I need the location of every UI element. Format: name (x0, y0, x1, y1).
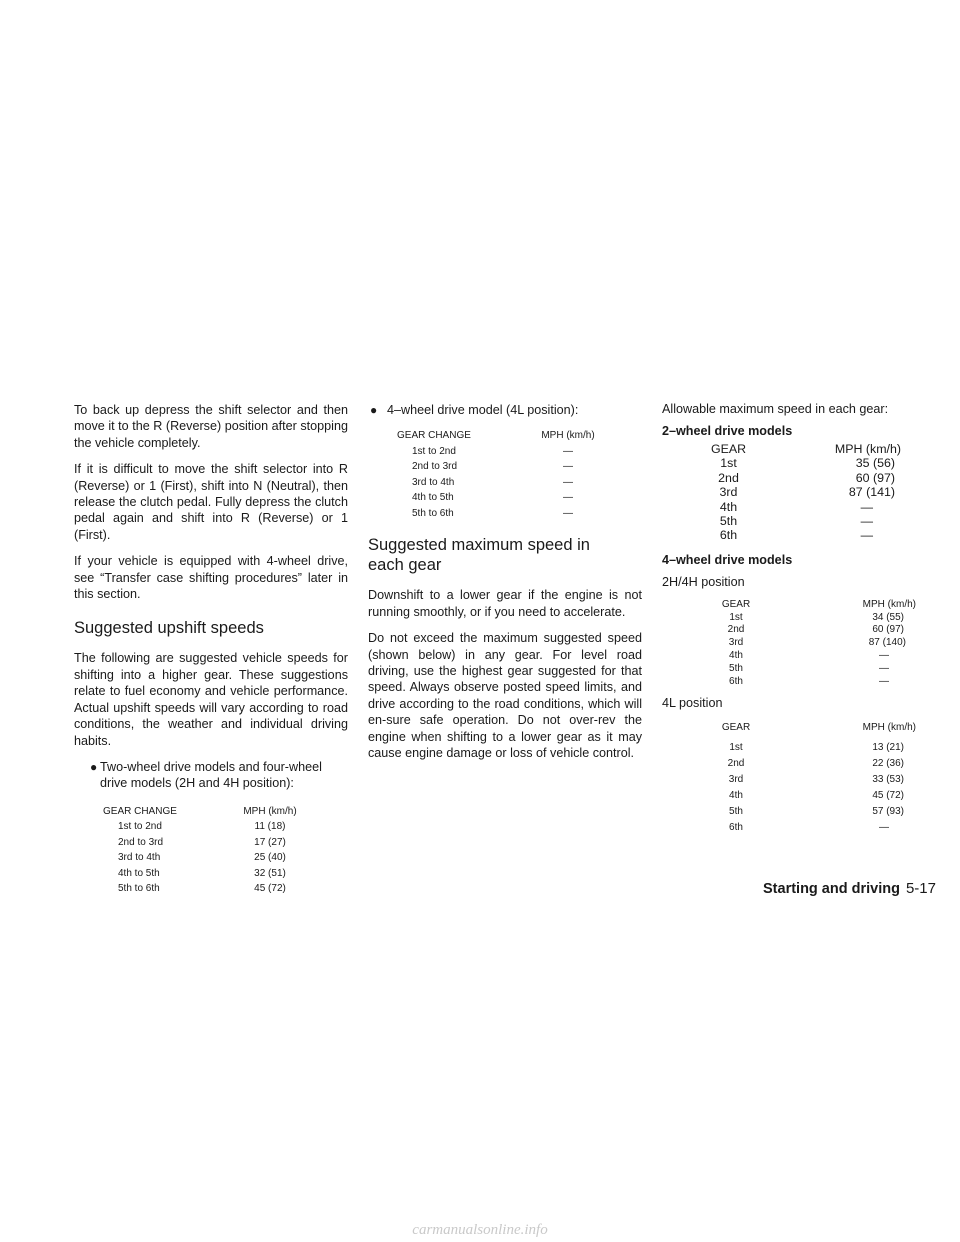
cell-speed: 57 (93) (872, 806, 904, 818)
cell-gear: 3rd to 4th (118, 852, 161, 864)
upshift-table-4l (397, 428, 601, 521)
cell-gear: 2nd (718, 470, 739, 485)
table-row (397, 506, 601, 522)
column-left (74, 402, 348, 897)
upshift-table-2h4h (103, 804, 305, 897)
footer-page-number: 5-17 (905, 880, 936, 897)
bullet-4l (370, 402, 642, 418)
cell-speed: 60 (97) (872, 624, 904, 636)
cell-gear: 6th (729, 675, 743, 687)
heading-max-speed: Suggested maximum speed in each gear (368, 536, 590, 575)
label-2h4h-position: 2H/4H position (662, 574, 745, 589)
table-header-row (706, 599, 916, 612)
table-row (706, 820, 916, 836)
table-row (686, 485, 901, 499)
cell-gear: 5th (729, 806, 743, 818)
table-row (103, 881, 305, 897)
header-mph: MPH (km/h) (834, 442, 901, 456)
cell-gear: 4th (719, 499, 738, 514)
cell-speed: 45 (72) (872, 790, 904, 802)
table-row (397, 490, 601, 506)
cell-speed: — (563, 476, 573, 488)
cell-speed: 32 (51) (254, 867, 286, 879)
cell-gear: 5th to 6th (412, 507, 454, 519)
cell-speed: 87 (141) (848, 485, 895, 500)
cell-gear: 4th to 5th (118, 867, 160, 879)
cell-gear: 1st (729, 611, 743, 623)
table-header-row (706, 720, 916, 736)
heading-upshift-speeds: Suggested upshift speeds (74, 619, 264, 638)
cell-speed: — (563, 507, 573, 519)
column-right (662, 402, 924, 836)
cell-gear: 6th (729, 822, 743, 834)
bullet-dot-icon: ● (90, 759, 98, 774)
paragraph-downshift: Downshift to a lower gear if the engine is not running smoothly, or if you need to accelerate. (368, 588, 642, 619)
table-row (706, 756, 916, 772)
cell-gear: 3rd (728, 637, 744, 649)
paragraph-reverse: To back up depress the shift selector and then move it to the R (Reverse) position after stopping the vehicle completely. (74, 403, 348, 450)
cell-speed: — (879, 822, 889, 834)
max-speed-table-4l (706, 720, 916, 836)
cell-gear: 2nd to 3rd (118, 836, 164, 848)
cell-speed: 11 (18) (254, 821, 286, 833)
cell-gear: 1st (729, 742, 743, 754)
table-row (686, 528, 901, 542)
table-header-row (686, 442, 901, 456)
cell-speed: — (860, 514, 873, 529)
table-row (706, 788, 916, 804)
heading-2wd-models: 2–wheel drive models (662, 424, 793, 438)
table-row (706, 804, 916, 820)
cell-speed: — (879, 675, 889, 687)
table-row (686, 514, 901, 528)
cell-speed: — (860, 499, 873, 514)
watermark: carmanualsonline.info (412, 1222, 548, 1238)
heading-4wd-models: 4–wheel drive models (662, 552, 793, 567)
cell-speed: — (860, 528, 873, 543)
cell-speed: — (563, 492, 573, 504)
cell-speed: — (879, 650, 889, 662)
cell-speed: 25 (40) (254, 852, 286, 864)
table-row (706, 650, 916, 663)
cell-gear: 2nd (727, 758, 745, 770)
cell-speed: 33 (53) (872, 774, 904, 786)
bullet-text: 4–wheel drive model (4L position): (387, 403, 579, 417)
table-row (686, 500, 901, 514)
table-row (397, 444, 601, 460)
table-row (706, 637, 916, 650)
cell-speed: 34 (55) (872, 611, 904, 623)
header-gear: GEAR (721, 722, 751, 734)
table-row (706, 772, 916, 788)
table-row (103, 866, 305, 882)
cell-speed: — (563, 445, 573, 457)
table-row (103, 835, 305, 851)
intro-max-speed: Allowable maximum speed in each gear: (662, 402, 889, 416)
page-footer (763, 880, 936, 897)
cell-gear: 2nd (727, 624, 745, 636)
cell-speed: — (879, 662, 889, 674)
header-mph: MPH (km/h) (541, 430, 595, 442)
column-middle (368, 402, 642, 771)
cell-speed: 17 (27) (254, 836, 286, 848)
table-row (706, 736, 916, 756)
cell-gear: 5th to 6th (118, 883, 160, 895)
table-row (706, 624, 916, 637)
header-gear-change: GEAR CHANGE (397, 430, 471, 442)
cell-gear: 6th (719, 528, 738, 543)
cell-speed: 35 (56) (855, 456, 895, 471)
cell-gear: 3rd to 4th (412, 476, 455, 488)
paragraph-difficult-shift: If it is difficult to move the shift selector into R (Reverse) or 1 (First), shift into N (Neutral), then release the clutch pedal. Fully depress the clutch pedal again and shift into R (Reverse) or 1 (First). (74, 462, 348, 542)
header-mph: MPH (km/h) (862, 722, 916, 734)
cell-speed: 60 (97) (855, 470, 895, 485)
paragraph-upshift-intro: The following are suggested vehicle speeds for shifting into a higher gear. These suggestions relate to fuel economy and vehicle performance. Actual upshift speeds will vary according to road conditions, the weather and individual driving habits. (74, 651, 348, 748)
header-gear: GEAR (710, 442, 747, 456)
table-row (706, 676, 916, 689)
max-speed-table-2h4h (706, 599, 916, 689)
paragraph-4wd-note: If your vehicle is equipped with 4-wheel drive, see “Transfer case shifting procedures” later in this section. (74, 554, 348, 602)
cell-gear: 4th to 5th (412, 492, 454, 504)
table-row (397, 475, 601, 491)
table-header-row (397, 428, 601, 444)
header-gear-change: GEAR CHANGE (103, 805, 177, 817)
cell-speed: — (563, 461, 573, 473)
cell-gear: 4th (729, 790, 743, 802)
cell-gear: 1st to 2nd (118, 821, 162, 833)
table-row (686, 471, 901, 485)
label-4l-position: 4L position (662, 696, 723, 711)
cell-gear: 5th (719, 514, 738, 529)
cell-gear: 3rd (728, 774, 744, 786)
header-gear: GEAR (721, 598, 751, 610)
cell-gear: 4th (729, 650, 743, 662)
cell-gear: 1st (720, 456, 737, 471)
table-row (103, 819, 305, 835)
footer-section-title: Starting and driving (763, 881, 900, 897)
paragraph-max-speed: Do not exceed the maximum suggested speed (shown below) in any gear. For level road driving, use the highest gear suggested for that speed. Always observe posted speed limits, and drive according to the road conditions, which will en-sure safe operation. Do not over-rev the engine when shifting to a lower gear as it may cause engine damage or loss of vehicle control. (368, 631, 642, 761)
header-mph: MPH (km/h) (862, 598, 916, 610)
bullet-2wd-4wd (74, 759, 348, 792)
cell-speed: 87 (140) (868, 637, 906, 649)
table-row (686, 456, 901, 470)
max-speed-table-2wd (686, 442, 901, 543)
table-header-row (103, 804, 305, 820)
cell-gear: 1st to 2nd (412, 445, 456, 457)
table-row (397, 459, 601, 475)
cell-speed: 45 (72) (254, 883, 286, 895)
cell-gear: 3rd (719, 485, 738, 500)
cell-gear: 5th (729, 662, 743, 674)
header-mph: MPH (km/h) (243, 805, 297, 817)
table-row (706, 663, 916, 676)
cell-gear: 2nd to 3rd (412, 461, 458, 473)
bullet-dot-icon: ● (370, 403, 378, 417)
table-row (103, 850, 305, 866)
cell-speed: 22 (36) (872, 758, 904, 770)
table-row (706, 612, 916, 625)
bullet-text: Two-wheel drive models and four-wheel drive models (2H and 4H position): (100, 759, 322, 791)
cell-speed: 13 (21) (872, 742, 904, 754)
